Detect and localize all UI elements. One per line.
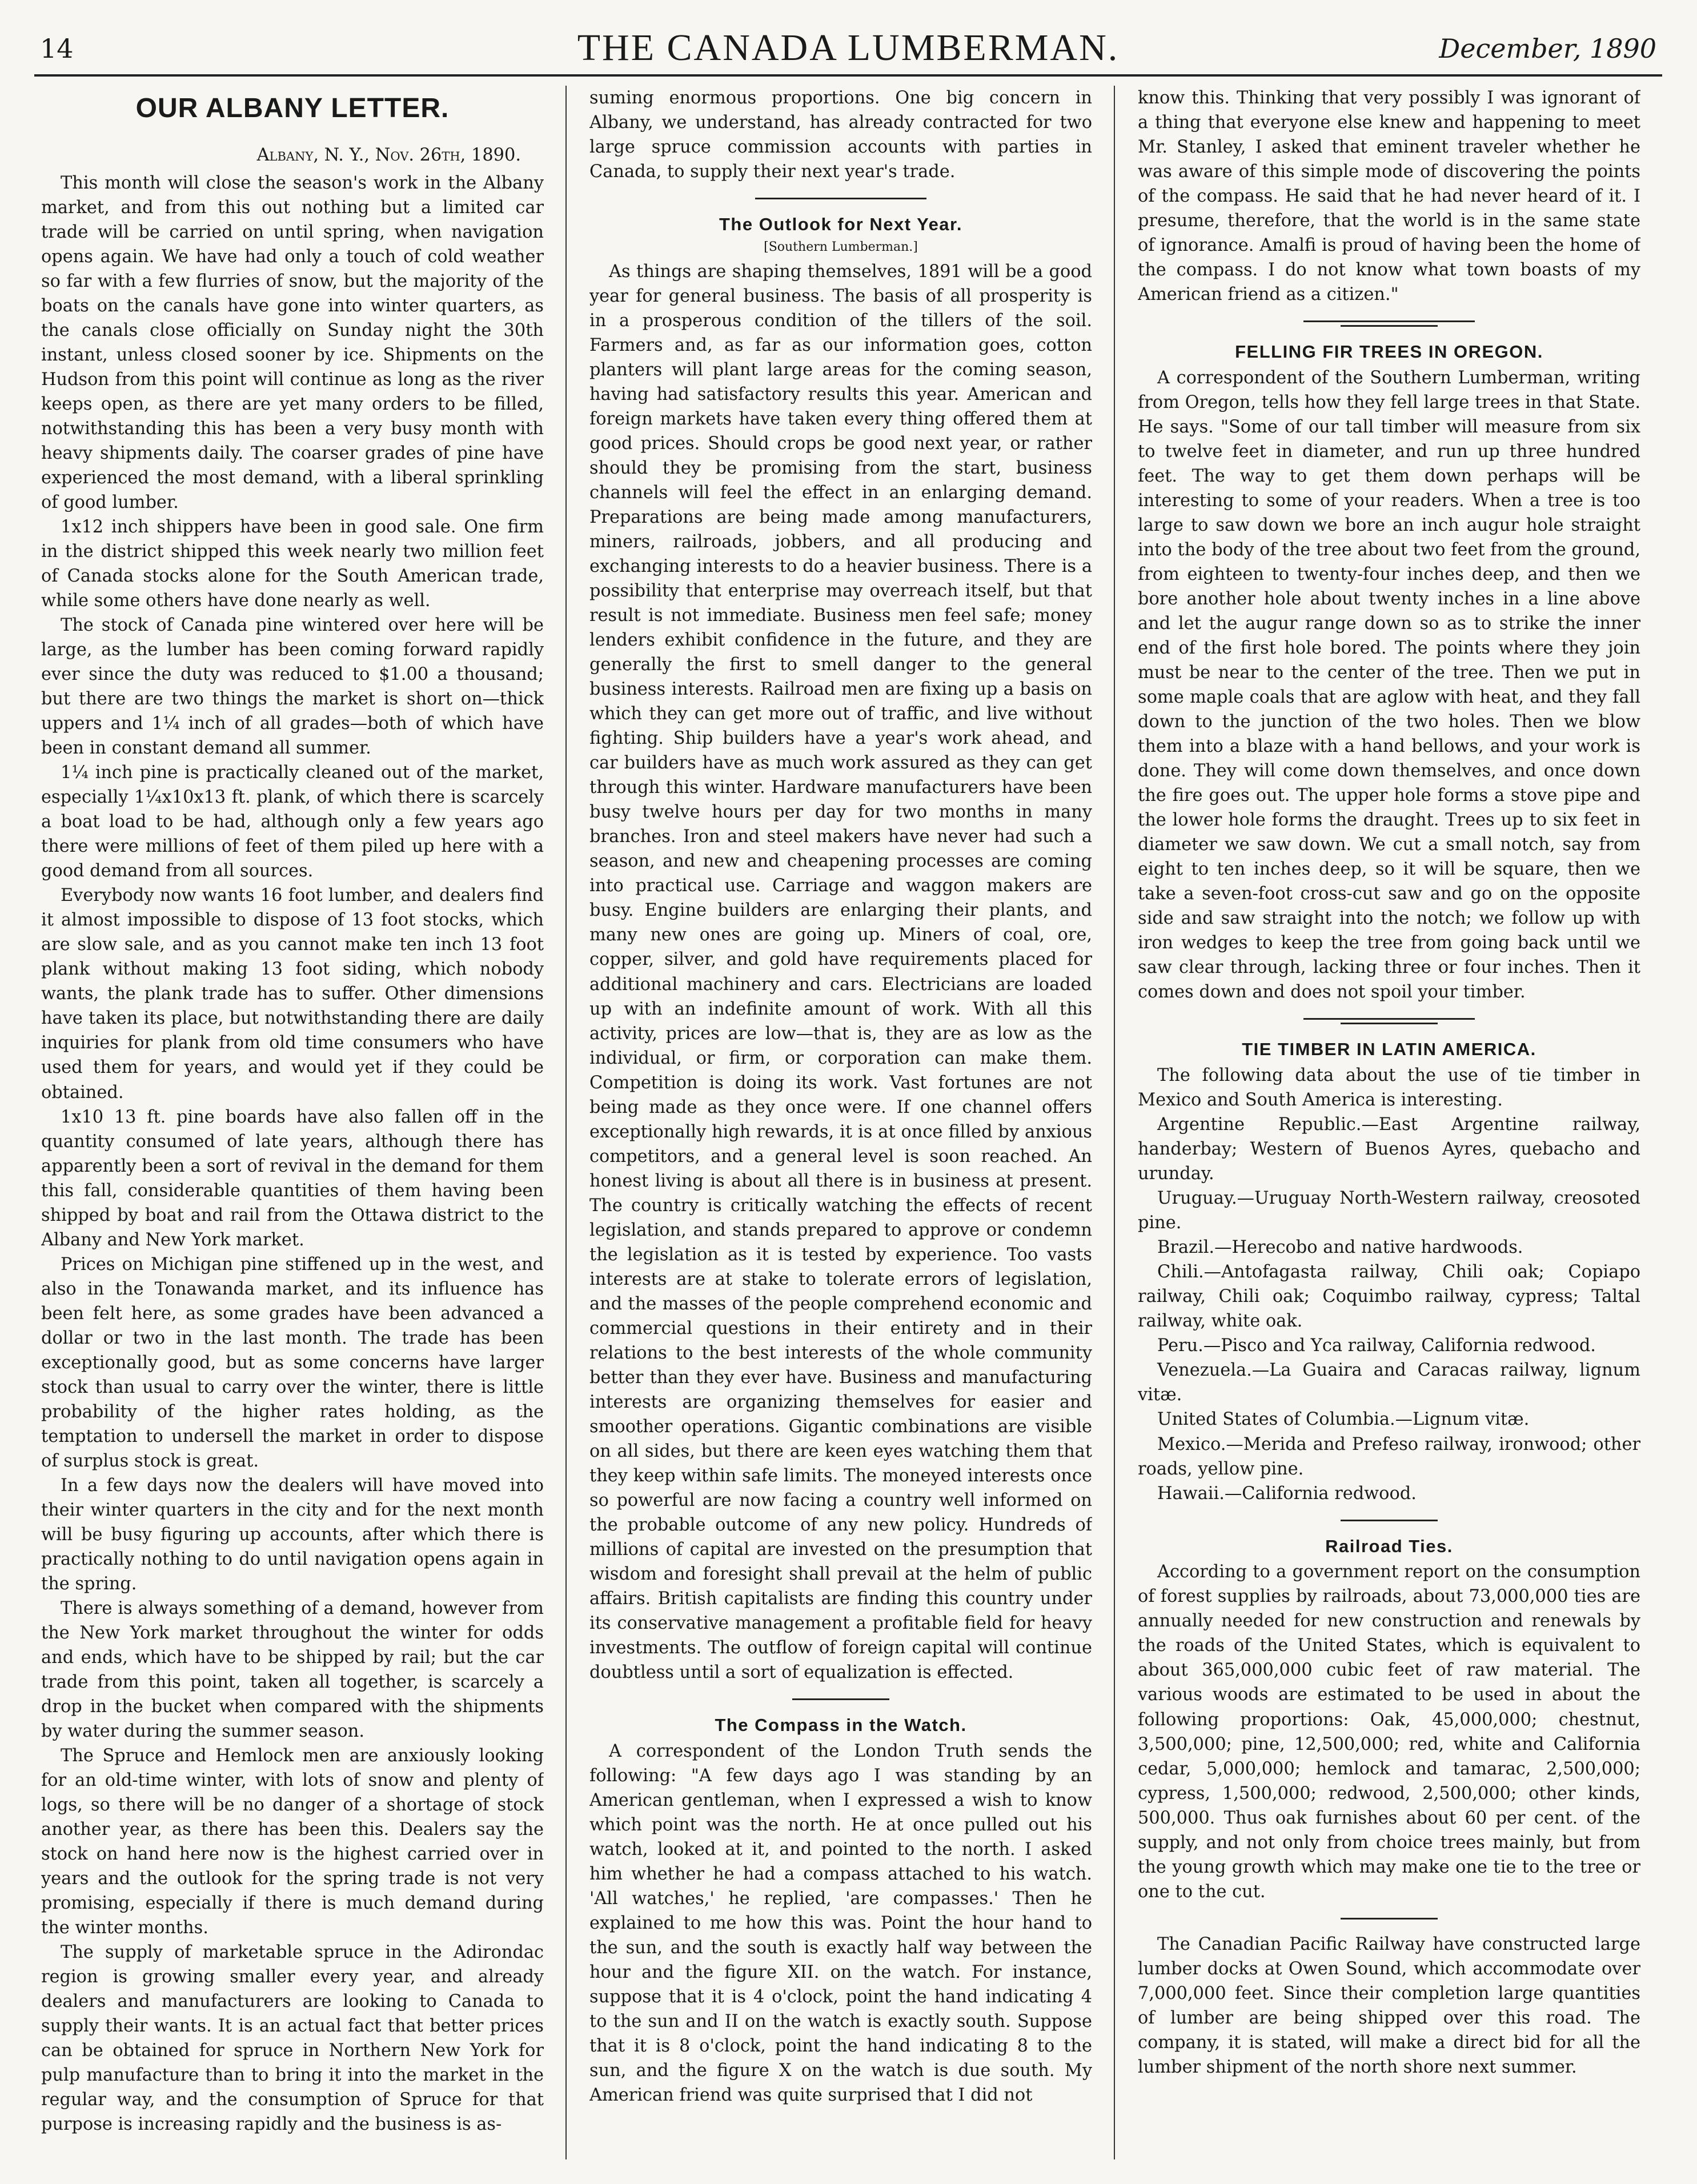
article-source: [Southern Lumberman.] bbox=[764, 239, 918, 254]
paragraph: know this. Thinking that very possibly I was ignorant of a thing that everyone else knew and happening to meet Mr. Stanley, I asked that eminent traveler whether he was aware of this simple mode of discovering the points of the compass. He said that he had never heard of it. I presume, therefore, that the world is in the same state of ignorance. Amalfi is proud of having been the home of the compass. I do not know what town boasts of my American friend as a citizen." bbox=[1138, 88, 1640, 305]
list-item: Argentine Republic.—East Argentine railway, handerbay; Western of Buenos Ayres, quebacho and urunday. bbox=[1138, 1115, 1640, 1184]
paragraph: As things are shaping themselves, 1891 will be a good year for general business. The basis of all prosperity is in a prosperous condition of the tillers of the soil. Farmers and, as far as our information goes, cotton planters will plant large areas for the coming season, having had satisfactory results this year. American and foreign markets have taken every thing offered them at good prices. Should crops be good next year, or rather should they be promising from the start, business channels will feel the effect in an enlarging demand. Preparations are being made among manufacturers, miners, railroads, jobbers, and all producing and exchanging interests to do a heavier business. There is a possibility that enterprise may overreach itself, but that result is not immediate. Business men feel safe; money lenders exhibit confidence in the future, and they are generally the first to smell danger to the general business interests. Railroad men are fixing up a basis on which they can get more out of traffic, and live without fighting. Ship builders have a year's work ahead, and car builders have as much work assured as they can get through this winter. Hardware manufacturers have been busy twelve hours per day for two months in many branches. Iron and steel makers have never had such a season, and new and cheapening processes are coming into practical use. Carriage and waggon makers are busy. Engine builders are enlarging their plants, and many new ones are going up. Miners of coal, ore, copper, silver, and gold have requirements placed for additional machinery and cars. Electricians are loaded up with an indefinite amount of work. With all this activity, prices are low—that is, they are as low as the individual, or firm, or corporation can make them. Competition is doing its work. Vast fortunes are not being made as they once were. If one channel offers exceptionally high rewards, it is at once filled by anxious competitors, and a general level is soon reached. An honest living is about all there is in business at present. The country is critically watching the effects of recent legislation, and stands prepared to approve or condemn the legislation as it is tested by experience. Too vasts interests are at stake to tolerate errors of legislation, and the masses of the people comprehend economic and commercial questions in their entirety and in their relations to the best interests of the whole community better than they ever have. Business and manufacturing interests are organizing themselves for easier and smoother operations. Gigantic combinations are visible on all sides, but there are keen eyes watching them that they keep within safe limits. The moneyed interests once so powerful are now facing a country well informed on the probable outcome of any new policy. Hundreds of millions of capital are invested on the presumption that wisdom and foresight shall prevail at the helm of public affairs. British capitalists are finding this country under its conservative management a profitable field for heavy investments. The outflow of foreign capital will continue doubtless until a sort of equalization is effected. bbox=[589, 262, 1092, 1682]
paragraph: The Canadian Pacific Railway have constructed large lumber docks at Owen Sound, which accommodate over 7,000,000 feet. Since their completion large quantities of lumber are being shipped over this road. The company, it is stated, will make a direct bid for all the lumber shipment of the north shore next summer. bbox=[1138, 1934, 1640, 2077]
paragraph: There is always something of a demand, however from the New York market throughout the winter for odds and ends, which have to be shipped by rail; but the car trade from this point, taken all together, is scarcely a drop in the bucket when compared with the shipments by water during the summer season. bbox=[41, 1598, 544, 1741]
paragraph: The stock of Canada pine wintered over here will be large, as the lumber has been coming forward rapidly ever since the duty was reduced to $1.00 a thousand; but there are two things the market is short on—thick uppers and 1¼ inch of all grades—both of which have been in constant demand all summer. bbox=[41, 615, 544, 759]
paragraph: This month will close the season's work in the Albany market, and from this out nothing but a limited car trade will be carried on until spring, when navigation opens again. We have had only a touch of cold weather so far with a few flurries of snow, but the majority of the boats on the canals have gone into winter quarters, as the canals close officially on Sunday night the 30th instant, unless closed sooner by ice. Shipments on the Hudson from this point will continue as long as the river keeps open, as there are yet many orders to be filled, notwithstanding this has been a very busy month with heavy shipments daily. The coarser grades of pine have experienced the most demand, with a liberal sprinkling of good lumber. bbox=[41, 173, 544, 513]
section-separator bbox=[1303, 1018, 1475, 1024]
section-separator bbox=[1303, 320, 1475, 327]
list-item: Peru.—Pisco and Yca railway, California redwood. bbox=[1157, 1336, 1596, 1356]
column-rule bbox=[565, 86, 567, 2159]
article-title-fir: FELLING FIR TREES IN OREGON. bbox=[1235, 342, 1543, 362]
list-item: Venezuela.—La Guaira and Caracas railway, lignum vitæ. bbox=[1138, 1360, 1640, 1405]
paragraph: A correspondent of the Southern Lumberman, writing from Oregon, tells how they fell large trees in that State. He says. "Some of our tall timber will measure from six to twelve feet in diameter, and run up three hundred feet. The way to get them down perhaps will be interesting to some of your readers. When a tree is too large to saw down we bore an inch augur hole straight into the body of the tree about two feet from the ground, from eighteen to twenty-four inches deep, and then we bore another hole about twenty inches in a line above and let the augur range down so as to strike the inner end of the first hole bored. The points where they join must be near to the center of the tree. Then we put in some maple coals that are aglow with heat, and they fall down to the junction of the two holes. Then we blow them into a blaze with a hand bellows, and your work is done. They will come down themselves, and once down the fire goes out. The upper hole forms a stove pipe and the lower hole forms the draught. Trees up to six feet in diameter we saw down. We cut a small notch, say from eight to ten inches deep, so it will be square, then we take a seven-foot cross-cut saw and go on the opposite side and saw straight into the notch; we follow up with iron wedges to keep the tree from going back until we saw clear through, lacking three or four inches. Then it comes down and does not spoil your timber. bbox=[1138, 368, 1640, 1003]
masthead bbox=[34, 23, 1662, 77]
column-rule bbox=[1114, 86, 1115, 2159]
list-item: Hawaii.—California redwood. bbox=[1157, 1483, 1417, 1504]
paragraph: Prices on Michigan pine stiffened up in the west, and also in the Tonawanda market, and its influence has been felt here, as some grades have been advanced a dollar or two in the last month. The trade has been exceptionally good, but as some concerns have larger stock than usual to carry over the winter, there is little probability of the higher rates holding, as the temptation to undersell the market in order to dispose of surplus stock is great. bbox=[41, 1254, 544, 1471]
article-title-railroad: Railroad Ties. bbox=[1325, 1536, 1453, 1556]
paragraph: suming enormous proportions. One big concern in Albany, we understand, has already contracted for two large spruce commission accounts with parties in Canada, to supply their next year's trade. bbox=[589, 88, 1092, 182]
paragraph: A correspondent of the London Truth sends the following: "A few days ago I was standing by an American gentleman, when I expressed a wish to know which point was the north. He at once pulled out his watch, looked at it, and pointed to the north. I asked him whether he had a compass attached to his watch. 'All watches,' he replied, 'are compasses.' Then he explained to me how this was. Point the hour hand to the sun, and the south is exactly half way between the hour and the figure XII. on the watch. For instance, suppose that it is 4 o'clock, point the hand indicating 4 to the sun and II on the watch is exactly south. Suppose that it is 8 o'clock, point the hand indicating 8 to the sun, and the figure X on the watch is due south. My American friend was quite surprised that I did not bbox=[589, 1741, 1092, 2106]
section-separator bbox=[1303, 1520, 1475, 1521]
list-item: Chili.—Antofagasta railway, Chili oak; Copiapo railway, Chili oak; Coquimbo railway, cypress; Taltal railway, white oak. bbox=[1138, 1262, 1640, 1332]
issue-date: December, 1890 bbox=[1439, 33, 1656, 64]
paragraph: According to a government report on the consumption of forest supplies by railroads, about 73,000,000 ties are annually needed for new construction and renewals by the roads of the United States, which is equivalent to about 365,000,000 cubic feet of raw material. The various woods are estimated to be used in about the following proportions: Oak, 45,000,000; chestnut, 3,500,000; pine, 12,500,000; red, white and California cedar, 5,000,000; hemlock and tamarac, 2,500,000; cypress, 1,500,000; redwood, 2,500,000; other kinds, 500,000. Thus oak furnishes about 60 per cent. of the supply, and not only from choice trees mainly, but from the young growth which may make one tie to the tree or one to the cut. bbox=[1138, 1562, 1640, 1902]
paragraph: The following data about the use of tie timber in Mexico and South America is interesting. bbox=[1138, 1065, 1640, 1111]
section-separator bbox=[1303, 1918, 1475, 1919]
column-2 bbox=[589, 86, 1092, 2154]
page-number: 14 bbox=[40, 33, 74, 64]
paragraph: The Spruce and Hemlock men are anxiously looking for an old-time winter, with lots of snow and plenty of logs, so there will be no danger of a shortage of stock another year, as there has been this. Dealers say the stock on hand here now is the highest carried over in years and the outlook for the spring trade is not very promising, especially if there is much demand during the winter months. bbox=[41, 1745, 544, 1938]
paragraph: The supply of marketable spruce in the Adirondac region is growing smaller every year, and already dealers and manufacturers are looking to Canada to supply their wants. It is an actual fact that better prices can be obtained for spruce in Northern New York for pulp manufacture than to bring it into the market in the regular way, and the consumption of Spruce for that purpose is increasing rapidly and the business is as- bbox=[41, 1942, 544, 2135]
column-3 bbox=[1138, 86, 1640, 2154]
paragraph: Everybody now wants 16 foot lumber, and dealers find it almost impossible to dispose of 13 foot stocks, which are slow sale, and as you cannot make ten inch 13 foot plank without making 13 foot siding, which nobody wants, the plank trade has to suffer. Other dimensions have taken its place, but notwithstanding there are daily inquiries for plank from old time consumers who have used them for years, and would yet if they could be obtained. bbox=[41, 885, 544, 1103]
article-title-tie: TIE TIMBER IN LATIN AMERICA. bbox=[1242, 1039, 1536, 1060]
list-item: United States of Columbia.—Lignum vitæ. bbox=[1157, 1409, 1530, 1430]
dateline: Albany, N. Y., Nov. 26th, 1890. bbox=[256, 145, 521, 165]
article-title-compass: The Compass in the Watch. bbox=[715, 1714, 967, 1735]
column-1 bbox=[41, 86, 544, 2154]
article-title-outlook: The Outlook for Next Year. bbox=[719, 214, 963, 235]
paragraph: 1¼ inch pine is practically cleaned out of the market, especially 1¼x10x13 ft. plank, of which there is scarcely a boat load to be had, although only a few years ago there were millions of feet of them piled up here with a good demand from all sources. bbox=[41, 763, 544, 881]
paragraph: 1x12 inch shippers have been in good sale. One firm in the district shipped this week nearly two million feet of Canada stocks alone for the South American trade, while some others have done nearly as well. bbox=[41, 517, 544, 611]
section-separator bbox=[755, 1698, 926, 1700]
list-item: Mexico.—Merida and Prefeso railway, ironwood; other roads, yellow pine. bbox=[1138, 1434, 1640, 1479]
paragraph: 1x10 13 ft. pine boards have also fallen off in the quantity consumed of late years, although there has apparently been a sort of revival in the demand for them this fall, considerable quantities of them having been shipped by boat and rail from the Ottawa district to the Albany and New York market. bbox=[41, 1107, 544, 1250]
list-item: Brazil.—Herecobo and native hardwoods. bbox=[1157, 1237, 1523, 1258]
list-item: Uruguay.—Uruguay North-Western railway, creosoted pine. bbox=[1138, 1188, 1640, 1233]
article-title-albany: OUR ALBANY LETTER. bbox=[135, 93, 450, 123]
section-separator bbox=[755, 198, 926, 199]
paragraph: In a few days now the dealers will have moved into their winter quarters in the city and for the next month will be busy figuring up accounts, after which there is practically nothing to do until navigation opens again in the spring. bbox=[41, 1475, 544, 1594]
newspaper-title: THE CANADA LUMBERMAN. bbox=[577, 27, 1120, 69]
